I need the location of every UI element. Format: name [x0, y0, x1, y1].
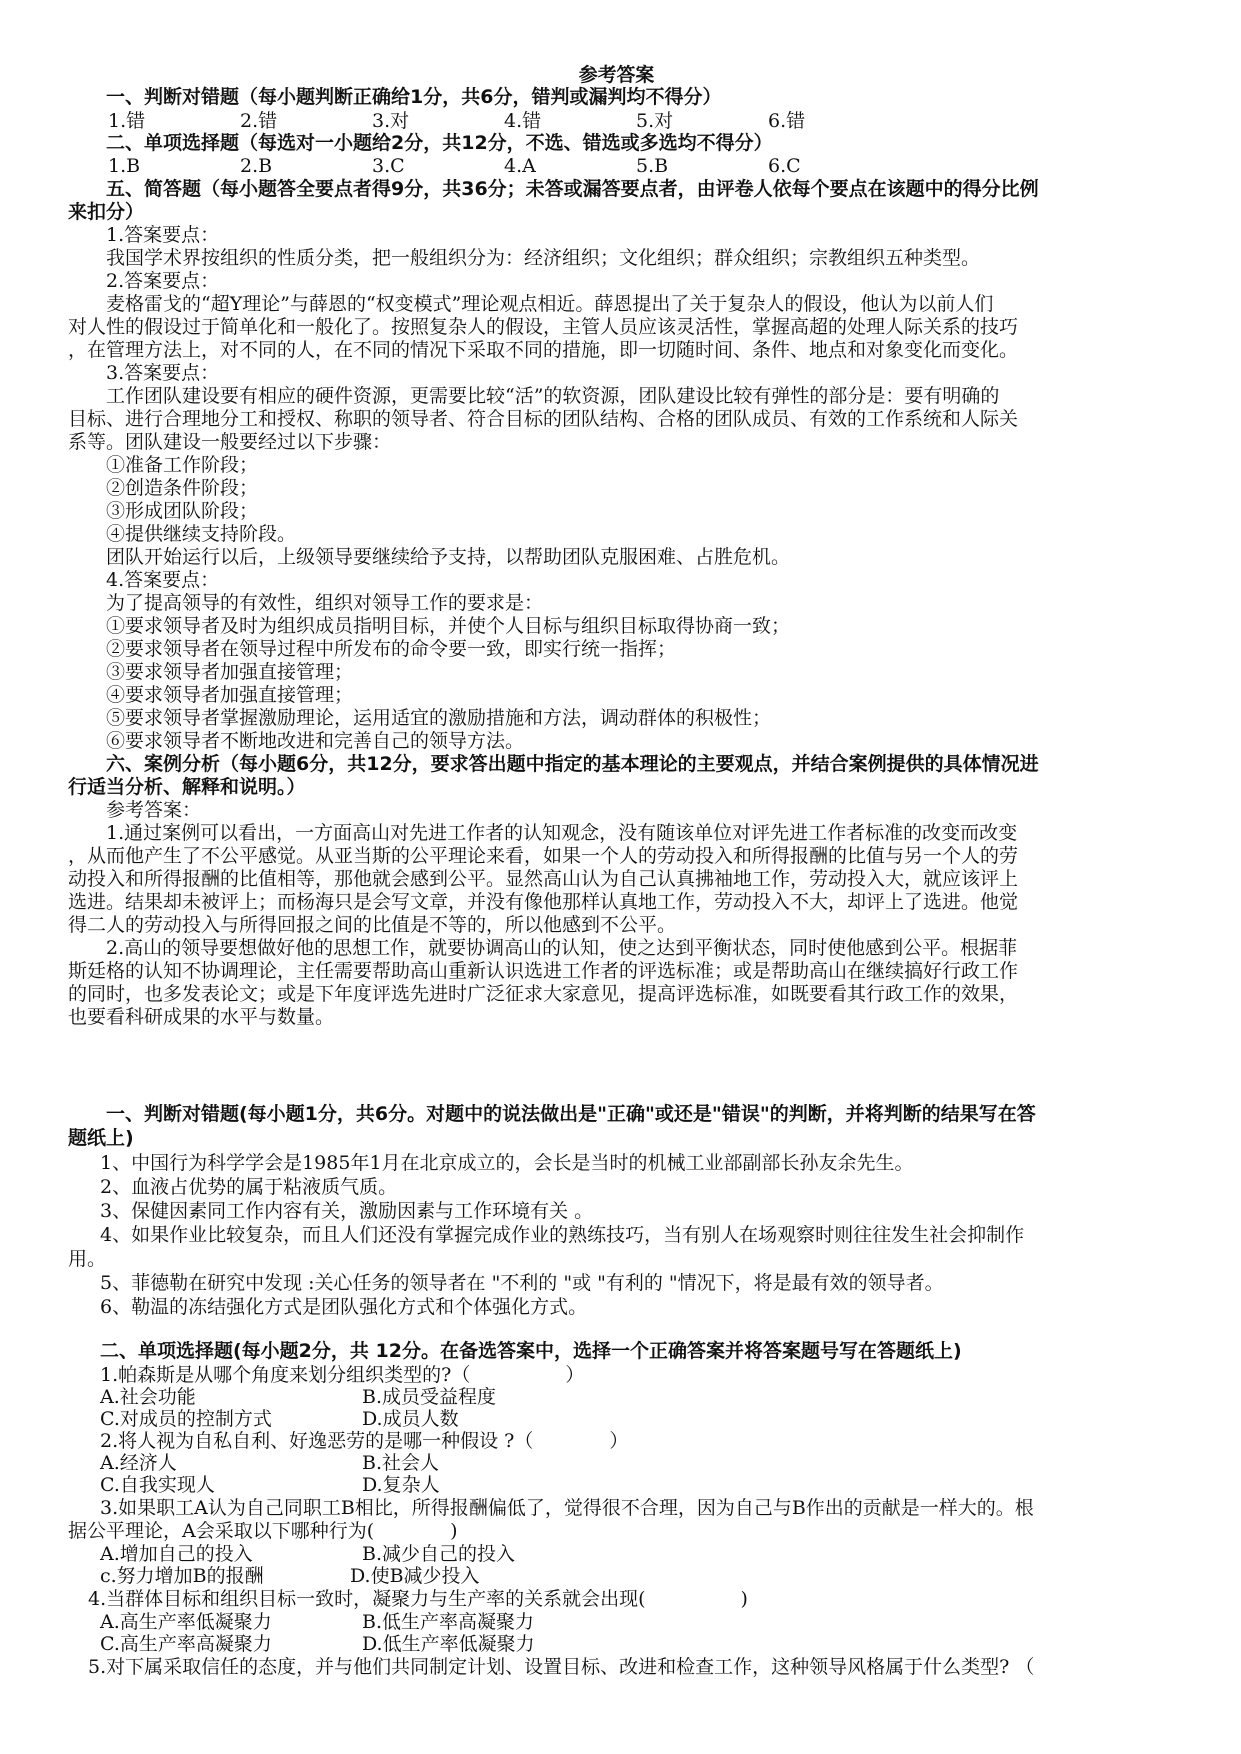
answer-item: 1.错 — [108, 110, 146, 132]
answer-text-line: ，在管理方法上，对不同的人，在不同的情况下采取不同的措施，即一切随时间、条件、地点和对象变化而变化。 — [68, 339, 1019, 361]
option-d: D.使B减少投入 — [350, 1565, 480, 1587]
option-a: A.社会功能 — [100, 1386, 196, 1408]
exam-question-line: 1、中国行为科学学会是1985年1月在北京成立的，会长是当时的机械工业部副部长孙友余先生。 — [100, 1152, 914, 1174]
answer-text-line: 1.通过案例可以看出，一方面高山对先进工作者的认知观念，没有随该单位对评先进工作者标准的改变而改变 — [106, 822, 1018, 844]
answer-text-line: 2.答案要点： — [106, 270, 220, 292]
option-a: A.增加自己的投入 — [100, 1543, 253, 1565]
answer-text-line: ①要求领导者及时为组织成员指明目标，并使个人目标与组织目标取得协商一致； — [106, 615, 791, 637]
answer-text-line: 工作团队建设要有相应的硬件资源，更需要比较“活”的软资源，团队建设比较有弹性的部分是：要有明确的 — [106, 385, 1000, 407]
exam-question-stem: 3.如果职工A认为自己同职工B相比，所得报酬偏低了，觉得很不合理，因为自己与B作出的贡献是一样大的。根 — [100, 1497, 1034, 1519]
option-d: D.低生产率低凝聚力 — [362, 1633, 535, 1655]
answer-text-line: 4.答案要点： — [106, 569, 220, 591]
exam-question-line: 3、保健因素同工作内容有关，激励因素与工作环境有关 。 — [100, 1200, 594, 1222]
answer-sec2-heading: 二、单项选择题（每选对一小题给2分，共12分，不选、错选或多选均不得分） — [106, 132, 773, 154]
answer-text-line: 对人性的假设过于简单化和一般化了。按照复杂人的假设，主管人员应该灵活性，掌握高超的处理人际关系的技巧 — [68, 316, 1019, 338]
exam-question-stem-cont: 据公平理论，A会采取以下哪种行为( ) — [68, 1520, 458, 1542]
answer-sec5-heading: 五、简答题（每小题答全要点者得9分，共36分；未答或漏答要点者，由评卷人依每个要点在该题中的得分比例 — [106, 178, 1039, 200]
answer-sec6-heading: 六、案例分析（每小题6分，共12分，要求答出题中指定的基本理论的主要观点，并结合案例提供的具体情况进 — [106, 753, 1039, 775]
option-d: D.复杂人 — [362, 1474, 440, 1496]
answer-item: 3.对 — [372, 110, 410, 132]
answer-text-line: 目标、进行合理地分工和授权、称职的领导者、符合目标的团队结构、合格的团队成员、有效的工作系统和人际关 — [68, 408, 1019, 430]
option-b: B.成员受益程度 — [362, 1386, 497, 1408]
answer-item: 6.C — [768, 155, 801, 177]
option-b: B.低生产率高凝聚力 — [362, 1611, 535, 1633]
exam-question-line: 4、如果作业比较复杂，而且人们还没有掌握完成作业的熟练技巧，当有别人在场观察时则往往发生社会抑制作 — [100, 1224, 1025, 1246]
answer-item: 1.B — [108, 155, 141, 177]
exam-question-line: 用。 — [68, 1248, 107, 1270]
answer-text-line: 团队开始运行以后，上级领导要继续给予支持，以帮助团队克服困难、占胜危机。 — [106, 546, 791, 568]
answer-text-line: 的同时，也多发表论文；或是下年度评选先进时广泛征求大家意见，提高评选标准，如既要看其行政工作的效果， — [68, 983, 1019, 1005]
exam-question-stem: 2.将人视为自私自利、好逸恶劳的是哪一种假设 ?（ ） — [100, 1430, 629, 1452]
answer-text-line: ④提供继续支持阶段。 — [106, 523, 297, 545]
answer-text-line: ③形成团队阶段； — [106, 500, 259, 522]
answer-text-line: ②要求领导者在领导过程中所发布的命令要一致，即实行统一指挥； — [106, 638, 677, 660]
option-c: C.高生产率高凝聚力 — [100, 1633, 272, 1655]
answer-text-line: ，从而他产生了不公平感觉。从亚当斯的公平理论来看，如果一个人的劳动投入和所得报酬的比值与另一个人的劳 — [68, 845, 1019, 867]
exam-question-line: 6、勒温的冻结强化方式是团队强化方式和个体强化方式。 — [100, 1296, 588, 1318]
answer-text-line: 参考答案： — [106, 799, 202, 821]
answer-text-line: 2.高山的领导要想做好他的思想工作，就要协调高山的认知，使之达到平衡状态，同时使他感到公平。根据菲 — [106, 937, 1018, 959]
exam-sec1-heading-cont: 题纸上) — [68, 1127, 134, 1149]
answer-text-line: ②创造条件阶段； — [106, 477, 259, 499]
exam-question-stem: 5.对下属采取信任的态度，并与他们共同制定计划、设置目标、改进和检查工作，这种领导风格属于什么类型? （ — [88, 1656, 1035, 1678]
exam-question-stem: 1.帕森斯是从哪个角度来划分组织类型的?（ ） — [100, 1364, 585, 1386]
answer-text-line: 也要看科研成果的水平与数量。 — [68, 1006, 335, 1028]
answer-text-line: 系等。团队建设一般要经过以下步骤： — [68, 431, 392, 453]
answer-text-line: ④要求领导者加强直接管理； — [106, 684, 354, 706]
exam-sec1-heading: 一、判断对错题(每小题1分，共6分。对题中的说法做出是"正确"或还是"错误"的判断，并将判断的结果写在答 — [106, 1103, 1036, 1125]
answer-sec5-heading-cont: 来扣分） — [68, 201, 145, 223]
option-a: A.高生产率低凝聚力 — [100, 1611, 272, 1633]
option-c: C.对成员的控制方式 — [100, 1408, 272, 1430]
exam-question-stem: 4.当群体目标和组织目标一致时，凝聚力与生产率的关系就会出现( ) — [88, 1588, 748, 1610]
option-c: c.努力增加B的报酬 — [100, 1565, 264, 1587]
exam-question-line: 5、菲德勒在研究中发现 :关心任务的领导者在 "不利的 "或 "有利的 "情况下，将是最有效的领导者。 — [100, 1272, 944, 1294]
answer-sec1-heading: 一、判断对错题（每小题判断正确给1分，共6分，错判或漏判均不得分） — [106, 86, 722, 108]
answer-item: 5.对 — [636, 110, 674, 132]
answer-text-line: 我国学术界按组织的性质分类，把一般组织分为：经济组织；文化组织；群众组织；宗教组织五种类型。 — [106, 247, 981, 269]
answer-text-line: 1.答案要点： — [106, 224, 220, 246]
answer-text-line: 3.答案要点： — [106, 362, 220, 384]
answer-text-line: ③要求领导者加强直接管理； — [106, 661, 354, 683]
answer-item: 2.B — [240, 155, 273, 177]
answer-item: 4.错 — [504, 110, 542, 132]
exam-question-line: 2、血液占优势的属于粘液质气质。 — [100, 1176, 398, 1198]
option-b: B.社会人 — [362, 1452, 440, 1474]
answer-text-line: ①准备工作阶段； — [106, 454, 259, 476]
answer-text-line: 斯廷格的认知不协调理论，主任需要帮助高山重新认识选进工作者的评选标准；或是帮助高山在继续搞好行政工作 — [68, 960, 1019, 982]
option-b: B.减少自己的投入 — [362, 1543, 516, 1565]
answer-item: 5.B — [636, 155, 669, 177]
answer-text-line: 选进。结果却未被评上；而杨海只是会写文章，并没有像他那样认真地工作，劳动投入不大，却评上了选进。他觉 — [68, 891, 1019, 913]
answer-item: 6.错 — [768, 110, 806, 132]
answer-text-line: ⑤要求领导者掌握激励理论，运用适宜的激励措施和方法，调动群体的积极性； — [106, 707, 772, 729]
answer-sec6-heading-cont: 行适当分析、解释和说明。） — [68, 776, 306, 798]
answer-text-line: 得二人的劳动投入与所得回报之间的比值是不等的，所以他感到不公平。 — [68, 914, 677, 936]
option-a: A.经济人 — [100, 1452, 177, 1474]
answer-text-line: ⑥要求领导者不断地改进和完善自己的领导方法。 — [106, 730, 525, 752]
answer-text-line: 为了提高领导的有效性，组织对领导工作的要求是： — [106, 592, 544, 614]
option-c: C.自我实现人 — [100, 1474, 215, 1496]
answer-item: 2.错 — [240, 110, 278, 132]
answer-item: 4.A — [504, 155, 536, 177]
option-d: D.成员人数 — [362, 1408, 459, 1430]
answer-text-line: 麦格雷戈的“超Y理论”与薛恩的“权变模式”理论观点相近。薛恩提出了关于复杂人的假设，他认为以前人们 — [106, 293, 994, 315]
answer-text-line: 动投入和所得报酬的比值相等，那他就会感到公平。显然高山认为自己认真拂袖地工作，劳动投入大，就应该评上 — [68, 868, 1019, 890]
answer-key-title: 参考答案 — [578, 64, 655, 86]
answer-item: 3.C — [372, 155, 405, 177]
exam-sec2-heading: 二、单项选择题(每小题2分，共 12分。在备选答案中，选择一个正确答案并将答案题号写在答题纸上) — [100, 1340, 962, 1362]
